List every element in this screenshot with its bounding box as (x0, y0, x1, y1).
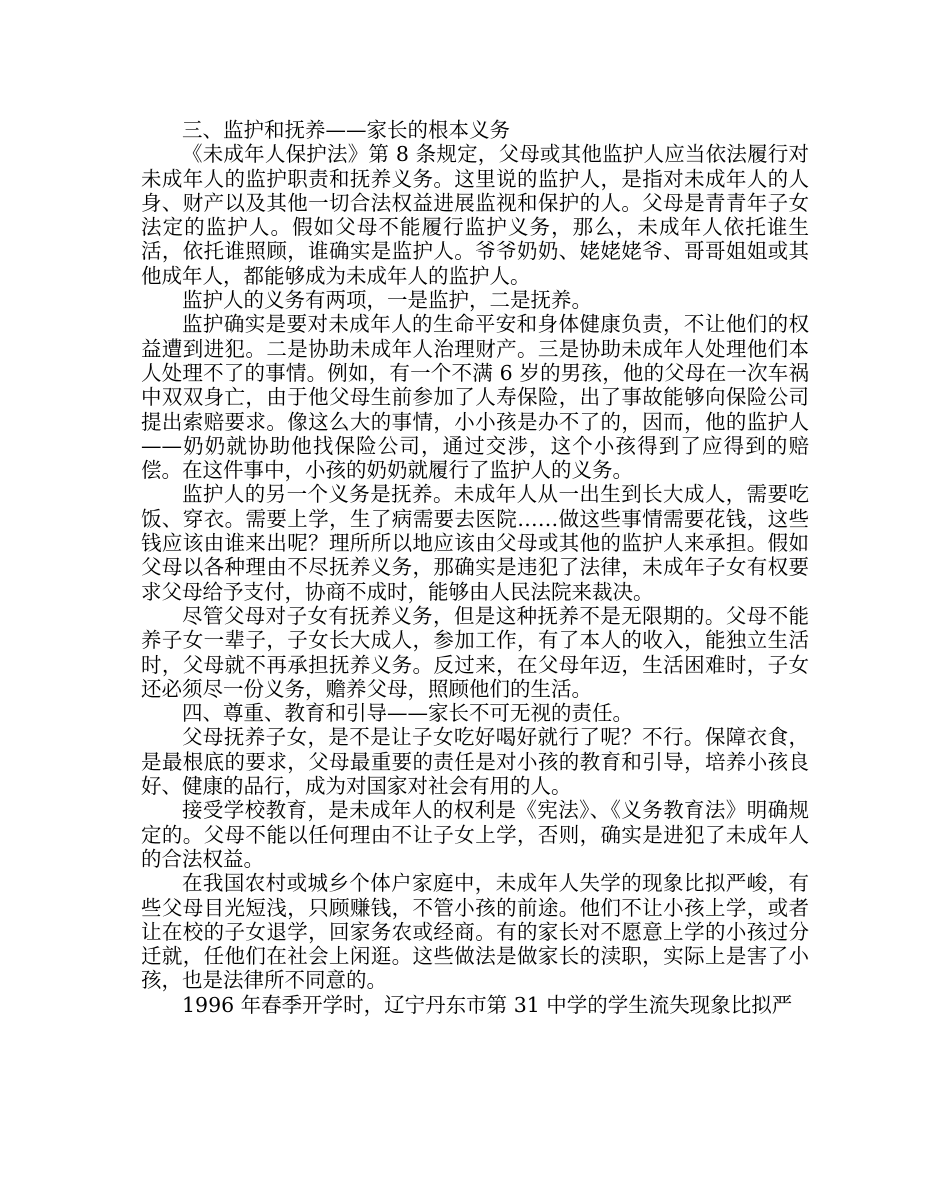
document-page (141, 118, 809, 1017)
paragraph-1: 《未成年人保护法》第 8 条规定，父母或其他监护人应当依法履行对未成年人的监护职责和抚养义务。这里说的监护人，是指对未成年人的人身、财产以及其他一切合法权益进展监视和保护的人。父母是青青年子女法定的监护人。假如父母不能履行监护义务，那么，未成年人依托谁生活，依托谁照顾，谁确实是监护人。爷爷奶奶、姥姥姥爷、哥哥姐姐或其他成年人，都能够成为未成年人的监护人。 (141, 142, 809, 288)
paragraph-7: 接受学校教育，是未成年人的权利是《宪法》、《义务教育法》明确规定的。父母不能以任何理由不让子女上学，否则，确实是进犯了未成年人的合法权益。 (141, 798, 809, 871)
paragraph-6: 父母抚养子女，是不是让子女吃好喝好就行了呢？不行。保障衣食，是最根底的要求，父母最重要的责任是对小孩的教育和引导，培养小孩良好、健康的品行，成为对国家对社会有用的人。 (141, 725, 809, 799)
paragraph-4: 监护人的另一个义务是抚养。未成年人从一出生到长大成人，需要吃饭、穿衣。需要上学，生了病需要去医院……做这些事情需要花钱，这些钱应该由谁来出呢？理所所以地应该由父母或其他的监护人来承担。假如父母以各种理由不尽抚养义务，那确实是违犯了法律，未成年子女有权要求父母给予支付，协商不成时，能够由人民法院来裁决。 (141, 482, 809, 604)
paragraph-2: 监护人的义务有两项，一是监护，二是抚养。 (182, 288, 592, 313)
paragraph-3: 监护确实是要对未成年人的生命平安和身体健康负责，不让他们的权益遭到进犯。二是协助未成年人治理财产。三是协助未成年人处理他们本人处理不了的事情。例如，有一个不满 6 岁的男孩，他的父母在一次车祸中双双身亡，由于他父母生前参加了人寿保险，出了事故能够向保险公司提出索赔要求。像这么大的事情，小小孩是办不了的，因而，他的监护人——奶奶就协助他找保险公司，通过交涉，这个小孩得到了应得到的赔偿。在这件事中，小孩的奶奶就履行了监护人的义务。 (141, 312, 809, 483)
section-heading-3: 三、监护和抚养——家长的根本义务 (182, 118, 510, 142)
paragraph-5: 尽管父母对子女有抚养义务，但是这种抚养不是无限期的。父母不能养子女一辈子，子女长大成人，参加工作，有了本人的收入，能独立生活时，父母就不再承担抚养义务。反过来，在父母年迈，生活困难时，子女还必须尽一份义务，赡养父母，照顾他们的生活。 (141, 603, 809, 701)
paragraph-8: 在我国农村或城乡个体户家庭中，未成年人失学的现象比拟严峻，有些父母目光短浅，只顾赚钱，不管小孩的前途。他们不让小孩上学，或者让在校的子女退学，回家务农或经商。有的家长对不愿意上学的小孩过分迁就，任他们在社会上闲逛。这些做法是做家长的渎职，实际上是害了小孩，也是法律所不同意的。 (141, 871, 809, 993)
paragraph-9: 1996 年春季开学时，辽宁丹东市第 31 中学的学生流失现象比拟严 (182, 992, 793, 1017)
section-heading-4: 四、尊重、教育和引导——家长不可无视的责任。 (182, 701, 633, 726)
